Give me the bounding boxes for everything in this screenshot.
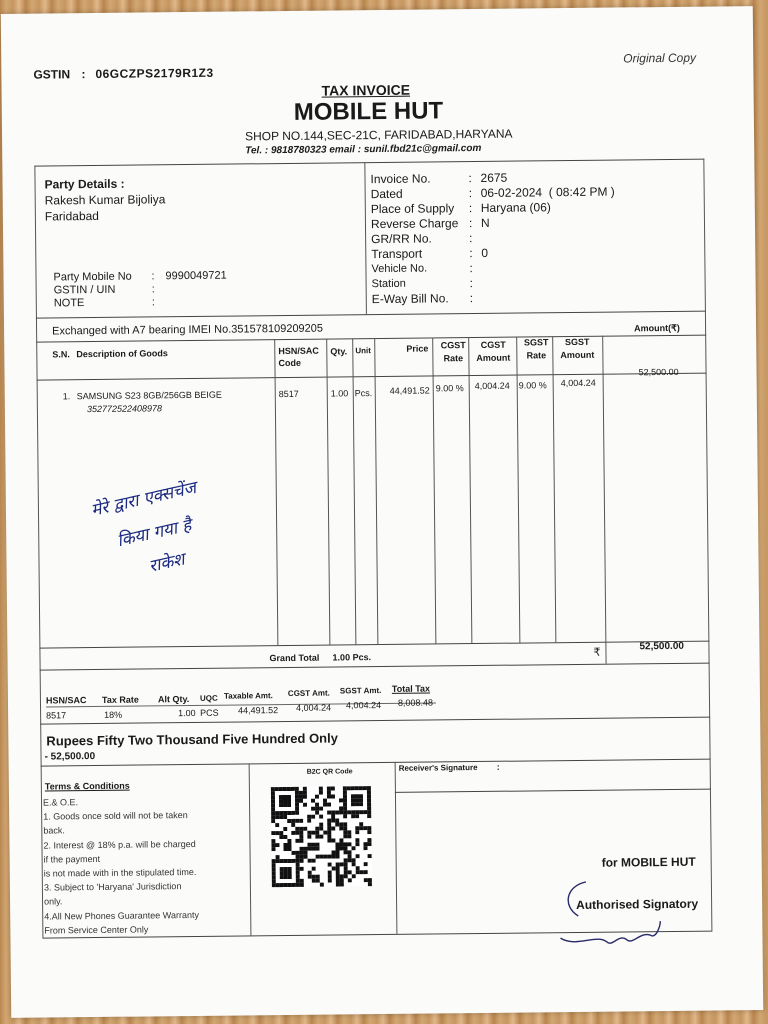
th-sn: S.N. [52, 349, 70, 360]
terms-line-7: only. [44, 896, 63, 907]
row-desc: SAMSUNG S23 8GB/256GB BEIGE [76, 389, 222, 402]
row-hsn: 8517 [278, 388, 299, 400]
tax-head-alt-qty: Alt Qty. [157, 694, 190, 705]
rupee-symbol: ₹ [593, 646, 601, 659]
tax-row-taxable: 44,491.52 [238, 705, 279, 716]
transport-label: Transport [371, 246, 423, 262]
shop-contact: Tel. : 9818780323 email : sunil.fbd21c@gmail.com [245, 142, 482, 157]
grand-total-qty: 1.00 Pcs. [332, 652, 372, 663]
amount-in-words-figure: - 52,500.00 [44, 751, 96, 763]
dated-label: Dated [370, 186, 403, 202]
col-divider-qty [326, 339, 330, 645]
terms-line-5: is not made with in the stipulated time. [43, 866, 197, 879]
party-note-colon: : [151, 296, 155, 309]
qr-label: B2C QR Code [306, 768, 353, 776]
exchange-note: Exchanged with A7 bearing IMEI No.351578109209205 [52, 322, 324, 338]
invoice-meta-labels [370, 171, 459, 307]
terms-line-9: From Service Center Only [44, 924, 149, 936]
dated-value: 06-02-2024 [480, 185, 543, 200]
invoice-meta-colons: : : : : : : : : : [468, 171, 474, 306]
words-top-line [40, 717, 710, 725]
th-sgst-amount: SGST Amount [560, 336, 595, 361]
col-divider-amount [602, 336, 606, 664]
invoice-no-value: 2675 [480, 170, 508, 185]
terms-line-6: 3. Subject to 'Haryana' Jurisdiction [43, 881, 182, 893]
tax-head-taxable: Taxable Amt. [223, 691, 273, 701]
tax-head-cgst: CGST Amt. [287, 688, 330, 698]
col-divider-cgst-amt [468, 337, 472, 643]
party-name: Rakesh Kumar Bijoliya [44, 192, 166, 208]
invoice-no-label: Invoice No. [370, 171, 431, 187]
receiver-bottom-line [395, 789, 711, 793]
tax-row-hsn: 8517 [46, 710, 67, 721]
row-amount: 52,500.00 [638, 366, 679, 378]
party-gstin-label: GSTIN / UIN [53, 283, 116, 297]
th-amount: Amount(₹) [634, 322, 680, 334]
tax-head-hsn: HSN/SAC [45, 695, 87, 706]
party-mobile-label: Party Mobile No [53, 270, 132, 284]
th-cgst-rate: CGST Rate [440, 340, 466, 364]
invoice-meta-values [480, 170, 615, 261]
th-hsn: HSN/SAC Code [278, 345, 319, 369]
signature-scribble [556, 875, 677, 956]
party-bottom-line [36, 311, 706, 319]
party-gstin-colon: : [151, 283, 155, 296]
receiver-signature-colon: : [496, 761, 500, 772]
reverse-charge-value: N [480, 215, 490, 230]
row-sn: 1. [62, 391, 71, 402]
row-cgst-rate: 9.00 % [435, 383, 464, 394]
tax-head-rate: Tax Rate [101, 694, 139, 705]
for-shop-label: for MOBILE HUT [601, 854, 696, 870]
table-body-bottom-line [39, 641, 709, 649]
tax-head-uqc: UQC [199, 693, 218, 703]
row-sgst-amount: 4,004.24 [560, 377, 596, 389]
eway-label: E-Way Bill No. [371, 291, 449, 307]
grrr-label: GR/RR No. [371, 231, 432, 247]
time-value: ( 08:42 PM ) [548, 184, 615, 200]
receiver-signature-label: Receiver's Signature [398, 763, 478, 773]
qr-code [271, 786, 372, 887]
th-unit: Unit [355, 346, 371, 356]
footer-top-line [41, 759, 711, 767]
tax-row-alt-qty: 1.00 [178, 707, 196, 719]
tax-row-uqc: PCS [200, 707, 219, 718]
vehicle-label: Vehicle No. [371, 262, 428, 276]
col-divider-hsn [274, 339, 278, 645]
transport-value: 0 [481, 245, 489, 260]
frame-top-line [34, 159, 704, 167]
party-mobile-value: 9990049721 [165, 269, 227, 283]
col-divider-sgst-amt [552, 336, 556, 642]
supply-value: Haryana (06) [480, 200, 551, 215]
reverse-charge-label: Reverse Charge [370, 216, 459, 232]
handwritten-line-3: राकेश [147, 549, 187, 577]
tax-row-cgst: 4,004.24 [295, 702, 332, 713]
th-price: Price [406, 343, 429, 354]
frame-left-line [34, 166, 43, 938]
row-qty: 1.00 [330, 388, 349, 399]
row-price: 44,491.52 [389, 385, 430, 396]
handwritten-line-2: किया गया है [115, 515, 194, 552]
party-heading: Party Details : [44, 176, 125, 192]
col-divider-unit [352, 338, 356, 644]
amount-in-words: Rupees Fifty Two Thousand Five Hundred Only [46, 730, 339, 749]
handwritten-line-1: मेरे द्वारा एक्सचेंज [89, 478, 198, 521]
terms-list [43, 794, 199, 938]
tax-row-total: 8,008.48 [397, 697, 434, 708]
invoice-paper [1, 6, 763, 1018]
tax-row-rate: 18% [104, 709, 123, 720]
station-label: Station [371, 277, 406, 291]
party-invoice-divider [364, 162, 367, 314]
row-cgst-amount: 4,004.24 [474, 380, 510, 392]
footer-divider-qr [395, 762, 398, 934]
tax-head-sgst: SGST Amt. [339, 686, 382, 696]
terms-line-1: 1. Goods once sold will not be taken [43, 810, 188, 822]
grand-total-label: Grand Total [269, 652, 320, 664]
th-cgst-amount: CGST Amount [476, 339, 511, 364]
terms-line-3: 2. Interest @ 18% p.a. will be charged [43, 838, 196, 851]
th-qty: Qty. [330, 346, 348, 357]
frame-right-line [703, 159, 712, 931]
party-mobile-colon: : [151, 270, 155, 283]
terms-heading: Terms & Conditions [44, 780, 130, 792]
party-note-label: NOTE [53, 297, 85, 310]
gstin-colon: : [81, 67, 86, 82]
shop-address: SHOP NO.144,SEC-21C, FARIDABAD,HARYANA [244, 126, 513, 144]
terms-line-8: 4.All New Phones Guarantee Warranty [44, 909, 200, 922]
footer-divider-terms [249, 763, 252, 935]
grand-total-amount: 52,500.00 [639, 640, 684, 653]
row-sgst-rate: 9.00 % [518, 380, 547, 391]
table-header-line [37, 373, 707, 381]
grand-total-bottom-line [40, 663, 710, 671]
doc-title: TAX INVOICE [321, 81, 411, 99]
tax-row-sgst: 4,004.24 [345, 700, 382, 711]
terms-line-2: back. [43, 825, 65, 836]
authorised-signatory-label: Authorised Signatory [576, 896, 699, 912]
original-copy-label: Original Copy [623, 50, 697, 66]
col-divider-price [374, 338, 378, 644]
gstin-value: 06GCZPS2179R1Z3 [95, 65, 214, 81]
th-sgst-rate: SGST Rate [523, 337, 549, 361]
row-unit: Pcs. [354, 388, 373, 399]
terms-line-4: if the payment [43, 853, 101, 865]
row-imei: 352772522408978 [86, 403, 163, 415]
tax-head-total: Total Tax [391, 683, 431, 694]
party-city: Faridabad [44, 208, 100, 224]
supply-label: Place of Supply [370, 201, 455, 217]
th-desc: Description of Goods [76, 348, 168, 360]
gstin-label: GSTIN [33, 67, 71, 82]
shop-name: MOBILE HUT [293, 97, 444, 126]
terms-line-0: E.& O.E. [42, 797, 79, 808]
